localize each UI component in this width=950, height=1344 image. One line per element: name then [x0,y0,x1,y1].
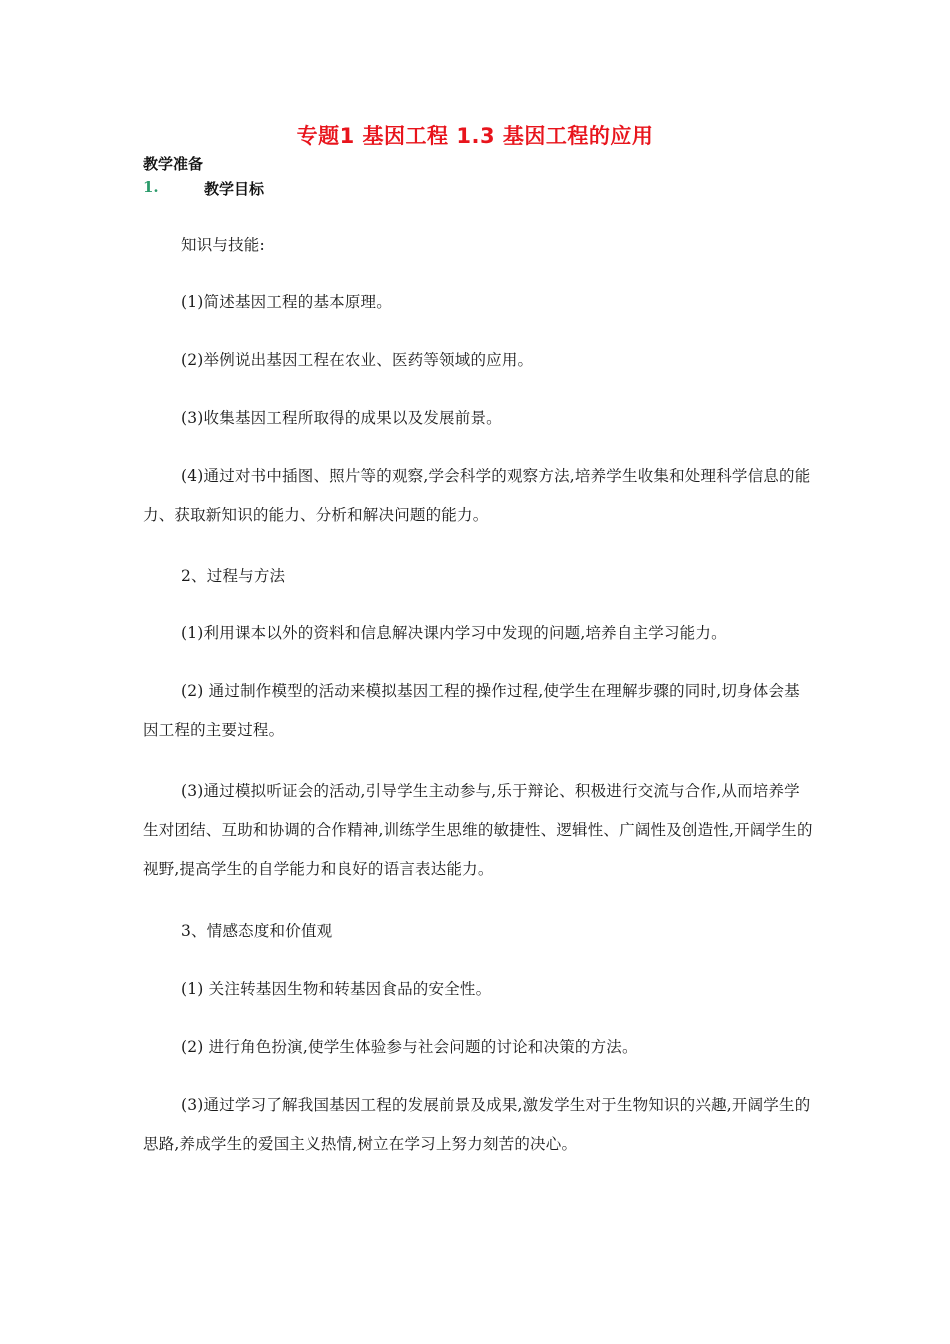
section-heading-teaching-prep: 教学准备 [143,155,204,173]
objectives-number: 1. [143,178,159,196]
objectives-label: 教学目标 [204,180,265,198]
paragraph-knowledge-3: (3)收集基因工程所取得的成果以及发展前景。 [181,409,502,427]
paragraph-knowledge-skills-heading: 知识与技能: [181,236,265,254]
paragraph-knowledge-4: (4)通过对书中插图、照片等的观察,学会科学的观察方法,培养学生收集和处理科学信息的能力、获取新知识的能力、分析和解决问题的能力。 [143,467,811,524]
paragraph-attitude-2: (2) 进行角色扮演,使学生体验参与社会问题的讨论和决策的方法。 [181,1038,638,1056]
paragraph-knowledge-1: (1)简述基因工程的基本原理。 [181,293,392,311]
paragraph-knowledge-2: (2)举例说出基因工程在农业、医药等领域的应用。 [181,351,534,369]
paragraph-process-3: (3)通过模拟听证会的活动,引导学生主动参与,乐于辩论、积极进行交流与合作,从而培养学生对团结、互助和协调的合作精神,训练学生思维的敏捷性、逻辑性、广阔性及创造性,开阔学生的视野,提高学生的自学能力和良好的语言表达能力。 [143,782,813,878]
paragraph-process-2: (2) 通过制作模型的活动来模拟基因工程的操作过程,使学生在理解步骤的同时,切身体会基因工程的主要过程。 [143,682,800,739]
document-title: 专题1 基因工程 1.3 基因工程的应用 [296,124,654,148]
paragraph-attitude-values-heading: 3、情感态度和价值观 [181,922,333,940]
paragraph-attitude-3: (3)通过学习了解我国基因工程的发展前景及成果,激发学生对于生物知识的兴趣,开阔学生的思路,养成学生的爱国主义热情,树立在学习上努力刻苦的决心。 [143,1096,811,1153]
paragraph-process-1: (1)利用课本以外的资料和信息解决课内学习中发现的问题,培养自主学习能力。 [181,624,727,642]
paragraph-attitude-1: (1) 关注转基因生物和转基因食品的安全性。 [181,980,492,998]
paragraph-process-method-heading: 2、过程与方法 [181,567,286,585]
